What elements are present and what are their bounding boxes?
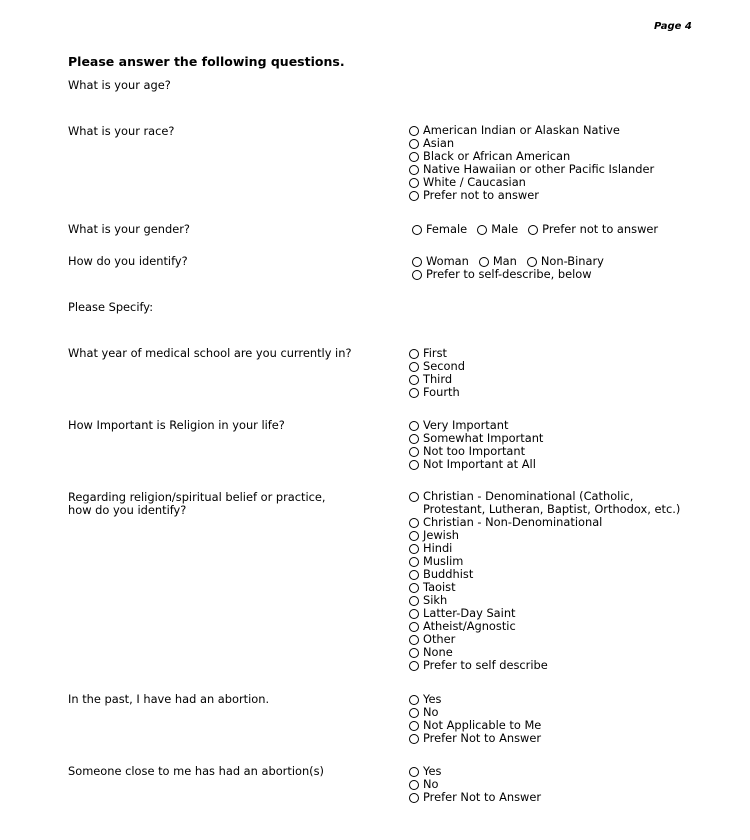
- option-label: Fourth: [423, 385, 460, 399]
- religion-importance-options: [409, 419, 543, 471]
- question-year: What year of medical school are you currently in?: [68, 346, 352, 360]
- gender-options: [412, 223, 668, 236]
- option-label: Prefer Not to Answer: [423, 731, 542, 745]
- radio-button-icon[interactable]: [409, 492, 419, 502]
- option-label: Somewhat Important: [423, 431, 544, 445]
- radio-button-icon[interactable]: [409, 596, 419, 606]
- option-label: Female: [426, 222, 468, 236]
- radio-button-icon[interactable]: [409, 622, 419, 632]
- option-label: No: [423, 777, 439, 791]
- option-label: Second: [423, 359, 465, 373]
- question-identify: How do you identify?: [68, 254, 188, 268]
- radio-button-icon[interactable]: [412, 225, 422, 235]
- option-label: Third: [423, 372, 453, 386]
- abortion-self-options: [409, 693, 541, 745]
- radio-button-icon[interactable]: [527, 257, 537, 267]
- abortion-close-options: [409, 765, 541, 804]
- radio-button-icon[interactable]: [409, 531, 419, 541]
- radio-button-icon[interactable]: [409, 191, 419, 201]
- option-label: No: [423, 705, 439, 719]
- option-label: Muslim: [423, 554, 464, 568]
- radio-button-icon[interactable]: [409, 388, 419, 398]
- race-option[interactable]: [409, 189, 654, 202]
- option-label: Other: [423, 632, 456, 646]
- option-label: Prefer to self-describe, below: [426, 267, 592, 281]
- religion-identity-option[interactable]: [409, 659, 689, 672]
- option-label: Prefer not to answer: [423, 188, 539, 202]
- section-heading: Please answer the following questions.: [68, 54, 345, 69]
- race-options: [409, 124, 654, 202]
- question-age: What is your age?: [68, 78, 171, 92]
- year-options: [409, 347, 465, 399]
- radio-button-icon[interactable]: [409, 518, 419, 528]
- option-label: Not Important at All: [423, 457, 536, 471]
- identify-option[interactable]: [412, 268, 614, 281]
- radio-button-icon[interactable]: [409, 139, 419, 149]
- option-label: Very Important: [423, 418, 509, 432]
- radio-button-icon[interactable]: [409, 362, 419, 372]
- radio-button-icon[interactable]: [409, 734, 419, 744]
- question-gender: What is your gender?: [68, 222, 190, 236]
- radio-button-icon[interactable]: [409, 544, 419, 554]
- religion-identity-option[interactable]: [409, 581, 689, 594]
- radio-button-icon[interactable]: [409, 583, 419, 593]
- radio-button-icon[interactable]: [409, 447, 419, 457]
- radio-button-icon[interactable]: [409, 349, 419, 359]
- radio-button-icon[interactable]: [409, 780, 419, 790]
- religion-identity-options: [409, 490, 689, 672]
- radio-button-icon[interactable]: [479, 257, 489, 267]
- radio-button-icon[interactable]: [409, 695, 419, 705]
- radio-button-icon[interactable]: [409, 708, 419, 718]
- option-label: Jewish: [423, 528, 460, 542]
- option-label: Native Hawaiian or other Pacific Islander: [423, 162, 655, 176]
- year-option[interactable]: [409, 386, 465, 399]
- abortion-close-option[interactable]: [409, 791, 541, 804]
- option-label: Yes: [423, 692, 442, 706]
- radio-button-icon[interactable]: [409, 152, 419, 162]
- radio-button-icon[interactable]: [412, 270, 422, 280]
- option-label: None: [423, 645, 453, 659]
- gender-option[interactable]: [477, 223, 518, 236]
- question-religion-identity: Regarding religion/spiritual belief or practice, how do you identify?: [68, 490, 326, 517]
- radio-button-icon[interactable]: [409, 557, 419, 567]
- option-label: Non-Binary: [540, 254, 604, 268]
- option-label: Black or African American: [423, 149, 571, 163]
- gender-option[interactable]: [412, 223, 467, 236]
- option-label: Not too Important: [423, 444, 526, 458]
- radio-button-icon[interactable]: [409, 661, 419, 671]
- radio-button-icon[interactable]: [409, 648, 419, 658]
- religion-importance-option[interactable]: [409, 458, 543, 471]
- option-label: Atheist/Agnostic: [423, 619, 516, 633]
- radio-button-icon[interactable]: [409, 178, 419, 188]
- radio-button-icon[interactable]: [409, 434, 419, 444]
- option-label: Christian - Non-Denominational: [423, 515, 603, 529]
- radio-button-icon[interactable]: [528, 225, 538, 235]
- radio-button-icon[interactable]: [477, 225, 487, 235]
- radio-button-icon[interactable]: [409, 165, 419, 175]
- option-label: Prefer not to answer: [542, 222, 659, 236]
- radio-button-icon[interactable]: [409, 421, 419, 431]
- radio-button-icon[interactable]: [412, 257, 422, 267]
- radio-button-icon[interactable]: [409, 721, 419, 731]
- question-race: What is your race?: [68, 124, 175, 138]
- option-label: American Indian or Alaskan Native: [423, 123, 620, 137]
- option-label: Buddhist: [423, 567, 474, 581]
- radio-button-icon[interactable]: [409, 793, 419, 803]
- question-religion-importance: How Important is Religion in your life?: [68, 418, 285, 432]
- option-label: Latter-Day Saint: [423, 606, 516, 620]
- radio-button-icon[interactable]: [409, 460, 419, 470]
- radio-button-icon[interactable]: [409, 126, 419, 136]
- option-label: Taoist: [423, 580, 456, 594]
- radio-button-icon[interactable]: [409, 635, 419, 645]
- option-label: Not Applicable to Me: [423, 718, 542, 732]
- gender-option[interactable]: [528, 223, 658, 236]
- option-label: Asian: [423, 136, 455, 150]
- option-label: Prefer Not to Answer: [423, 790, 542, 804]
- question-specify: Please Specify:: [68, 300, 154, 314]
- radio-button-icon[interactable]: [409, 767, 419, 777]
- radio-button-icon[interactable]: [409, 609, 419, 619]
- radio-button-icon[interactable]: [409, 570, 419, 580]
- option-label: Christian - Denominational (Catholic, Protestant, Lutheran, Baptist, Orthodox, etc.): [423, 489, 681, 516]
- option-label: Man: [492, 254, 517, 268]
- question-abortion-close: Someone close to me has had an abortion(s): [68, 764, 324, 778]
- option-label: Male: [491, 222, 519, 236]
- option-label: Woman: [426, 254, 469, 268]
- option-label: First: [423, 346, 447, 360]
- option-label: White / Caucasian: [423, 175, 526, 189]
- option-label: Sikh: [423, 593, 448, 607]
- option-label: Prefer to self describe: [423, 658, 548, 672]
- abortion-self-option[interactable]: [409, 732, 541, 745]
- question-abortion-self: In the past, I have had an abortion.: [68, 692, 270, 706]
- page-number: Page 4: [654, 21, 692, 32]
- identify-options: [412, 255, 614, 281]
- religion-identity-option[interactable]: [409, 490, 689, 516]
- radio-button-icon[interactable]: [409, 375, 419, 385]
- option-label: Hindi: [423, 541, 453, 555]
- option-label: Yes: [423, 764, 442, 778]
